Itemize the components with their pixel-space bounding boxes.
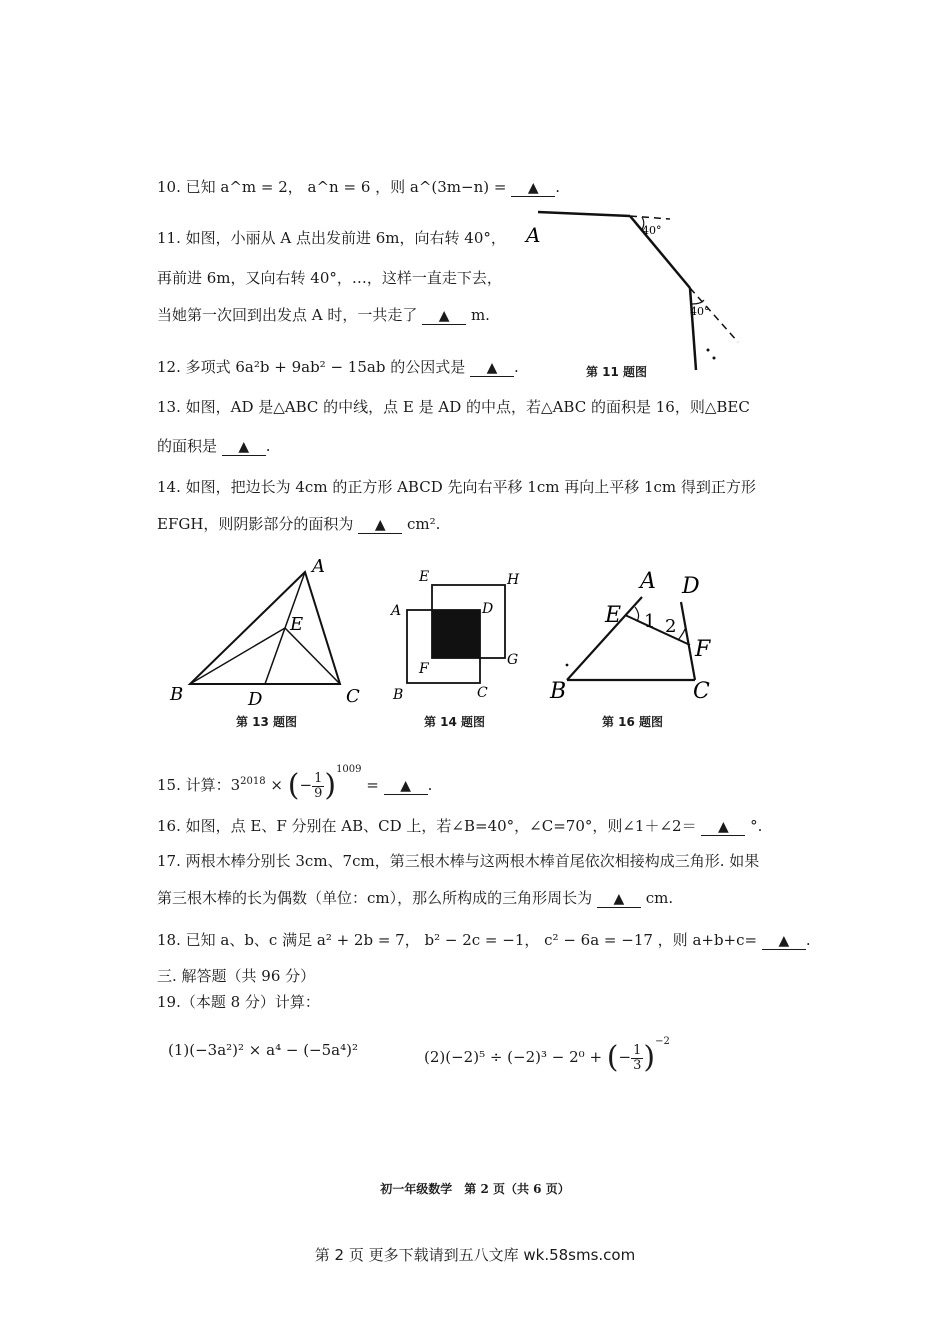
label-f: F (419, 661, 429, 677)
triangle-abc (190, 572, 340, 684)
download-footer: 第 2 页 更多下载请到五八文库 wk.58sms.com (314, 1246, 636, 1264)
path-segment-3 (690, 288, 696, 370)
answer-blank: ▲ (762, 933, 806, 950)
question-14-line2: EFGH，则阴影部分的面积为 ▲ cm². (157, 515, 441, 533)
figure-11-caption: 第 11 题图 (586, 365, 648, 379)
question-11-line2: 再前进 6m，又向右转 40°，…，这样一直走下去， (157, 269, 502, 287)
label-e: E (290, 614, 304, 635)
label-b: B (550, 679, 567, 704)
angle-label-2: 2 (665, 616, 677, 637)
label-c: C (693, 679, 710, 704)
question-10: 10. 已知 a^m = 2， a^n = 6 ，则 a^(3m−n) = ▲ . (157, 178, 561, 196)
question-15: 15. 计算：$3^{2018}$ × (− $\frac{1}{9}$ )$^{1009}$ = ▲ . (157, 764, 433, 803)
answer-blank: ▲ (358, 517, 402, 534)
answer-blank: ▲ (384, 778, 428, 795)
label-e: E (605, 603, 622, 628)
path-segment-1 (538, 212, 630, 216)
answer-blank: ▲ (511, 180, 555, 197)
label-d: D (248, 689, 263, 710)
label-c: C (346, 686, 360, 707)
answer-blank: ▲ (701, 819, 745, 836)
figure-16 (545, 560, 745, 710)
label-d: D (682, 574, 700, 599)
angle-label-1: 1 (644, 611, 656, 632)
answer-blank: ▲ (597, 891, 641, 908)
question-14-line1: 14. 如图，把边长为 4cm 的正方形 ABCD 先向右平移 1cm 再向上平移 1cm 得到正方形 (157, 478, 756, 496)
figure-14 (385, 565, 535, 705)
segment-ef (625, 615, 690, 645)
question-19: 19.（本题 8 分）计算： (157, 993, 320, 1011)
question-19-part-1: (1)(−3a²)² × a⁴ − (−5a⁴)² (168, 1041, 358, 1059)
fraction-denominator: 3 (633, 1057, 642, 1073)
question-17-line2: 第三根木棒的长为偶数（单位：cm），那么所构成的三角形周长为 ▲ cm. (157, 889, 674, 907)
question-11-line3: 当她第一次回到出发点 A 时，一共走了 ▲ m. (157, 306, 490, 324)
figure-14-caption: 第 14 题图 (424, 715, 486, 729)
angle-arc-2 (678, 629, 685, 640)
label-a: A (526, 223, 541, 247)
question-18: 18. 已知 a、b、c 满足 a² + 2b = 7， b² − 2c = −1， c² − 6a = −17 ，则 a+b+c= ▲ . (157, 931, 811, 949)
question-19-part-2: (2)(−2)⁵ ÷ (−2)³ − 2⁰ + (− $\frac{1}{3}$ )$^{-2}$ (424, 1036, 670, 1075)
label-h: H (507, 572, 520, 588)
label-a: A (312, 556, 325, 577)
question-16: 16. 如图，点 E、F 分别在 AB、CD 上，若∠B=40°，∠C=70°，则∠1＋∠2＝ ▲ °. (157, 817, 763, 835)
dot (707, 349, 710, 352)
section-3-title: 三. 解答题（共 96 分） (157, 967, 316, 985)
label-a: A (640, 569, 656, 594)
label-d: D (482, 601, 494, 617)
dot (566, 664, 569, 667)
figure-13-caption: 第 13 题图 (236, 715, 298, 729)
label-a: A (391, 603, 402, 619)
fraction-denominator: 9 (314, 785, 323, 801)
fraction-numerator: 1 (314, 770, 323, 786)
q10-text: 10. 已知 a^m = 2， a^n = 6 ，则 a^(3m−n) = (157, 178, 507, 196)
question-13-line1: 13. 如图，AD 是△ABC 的中线，点 E 是 AD 的中点，若△ABC 的面积是 16，则△BEC (157, 398, 750, 416)
dot (713, 357, 716, 360)
question-13-line2: 的面积是 ▲ . (157, 437, 271, 455)
label-b: B (393, 687, 404, 703)
question-12: 12. 多项式 6a²b + 9ab² − 15ab 的公因式是 ▲ . (157, 358, 519, 376)
figure-11 (520, 200, 760, 380)
answer-blank: ▲ (422, 308, 466, 325)
shaded-overlap (432, 610, 480, 658)
label-g: G (507, 652, 519, 668)
extension-dash-1 (630, 216, 670, 219)
label-c: C (477, 685, 488, 701)
label-e: E (419, 569, 430, 585)
figure-13 (160, 550, 380, 715)
label-f: F (695, 637, 711, 662)
angle-label-2: 40° (690, 305, 710, 318)
question-17-line1: 17. 两根木棒分别长 3cm、7cm，第三根木棒与这两根木棒首尾依次相接构成三角形. 如果 (157, 852, 760, 870)
label-b: B (170, 684, 184, 705)
question-11-line1: 11. 如图，小丽从 A 点出发前进 6m，向右转 40°， (157, 229, 506, 247)
page-footer: 初一年级数学 第 2 页（共 6 页） (380, 1182, 570, 1196)
fraction-numerator: 1 (633, 1042, 642, 1058)
answer-blank: ▲ (470, 360, 514, 377)
answer-blank: ▲ (222, 439, 266, 456)
angle-label-1: 40° (642, 224, 662, 237)
figure-16-caption: 第 16 题图 (602, 715, 664, 729)
